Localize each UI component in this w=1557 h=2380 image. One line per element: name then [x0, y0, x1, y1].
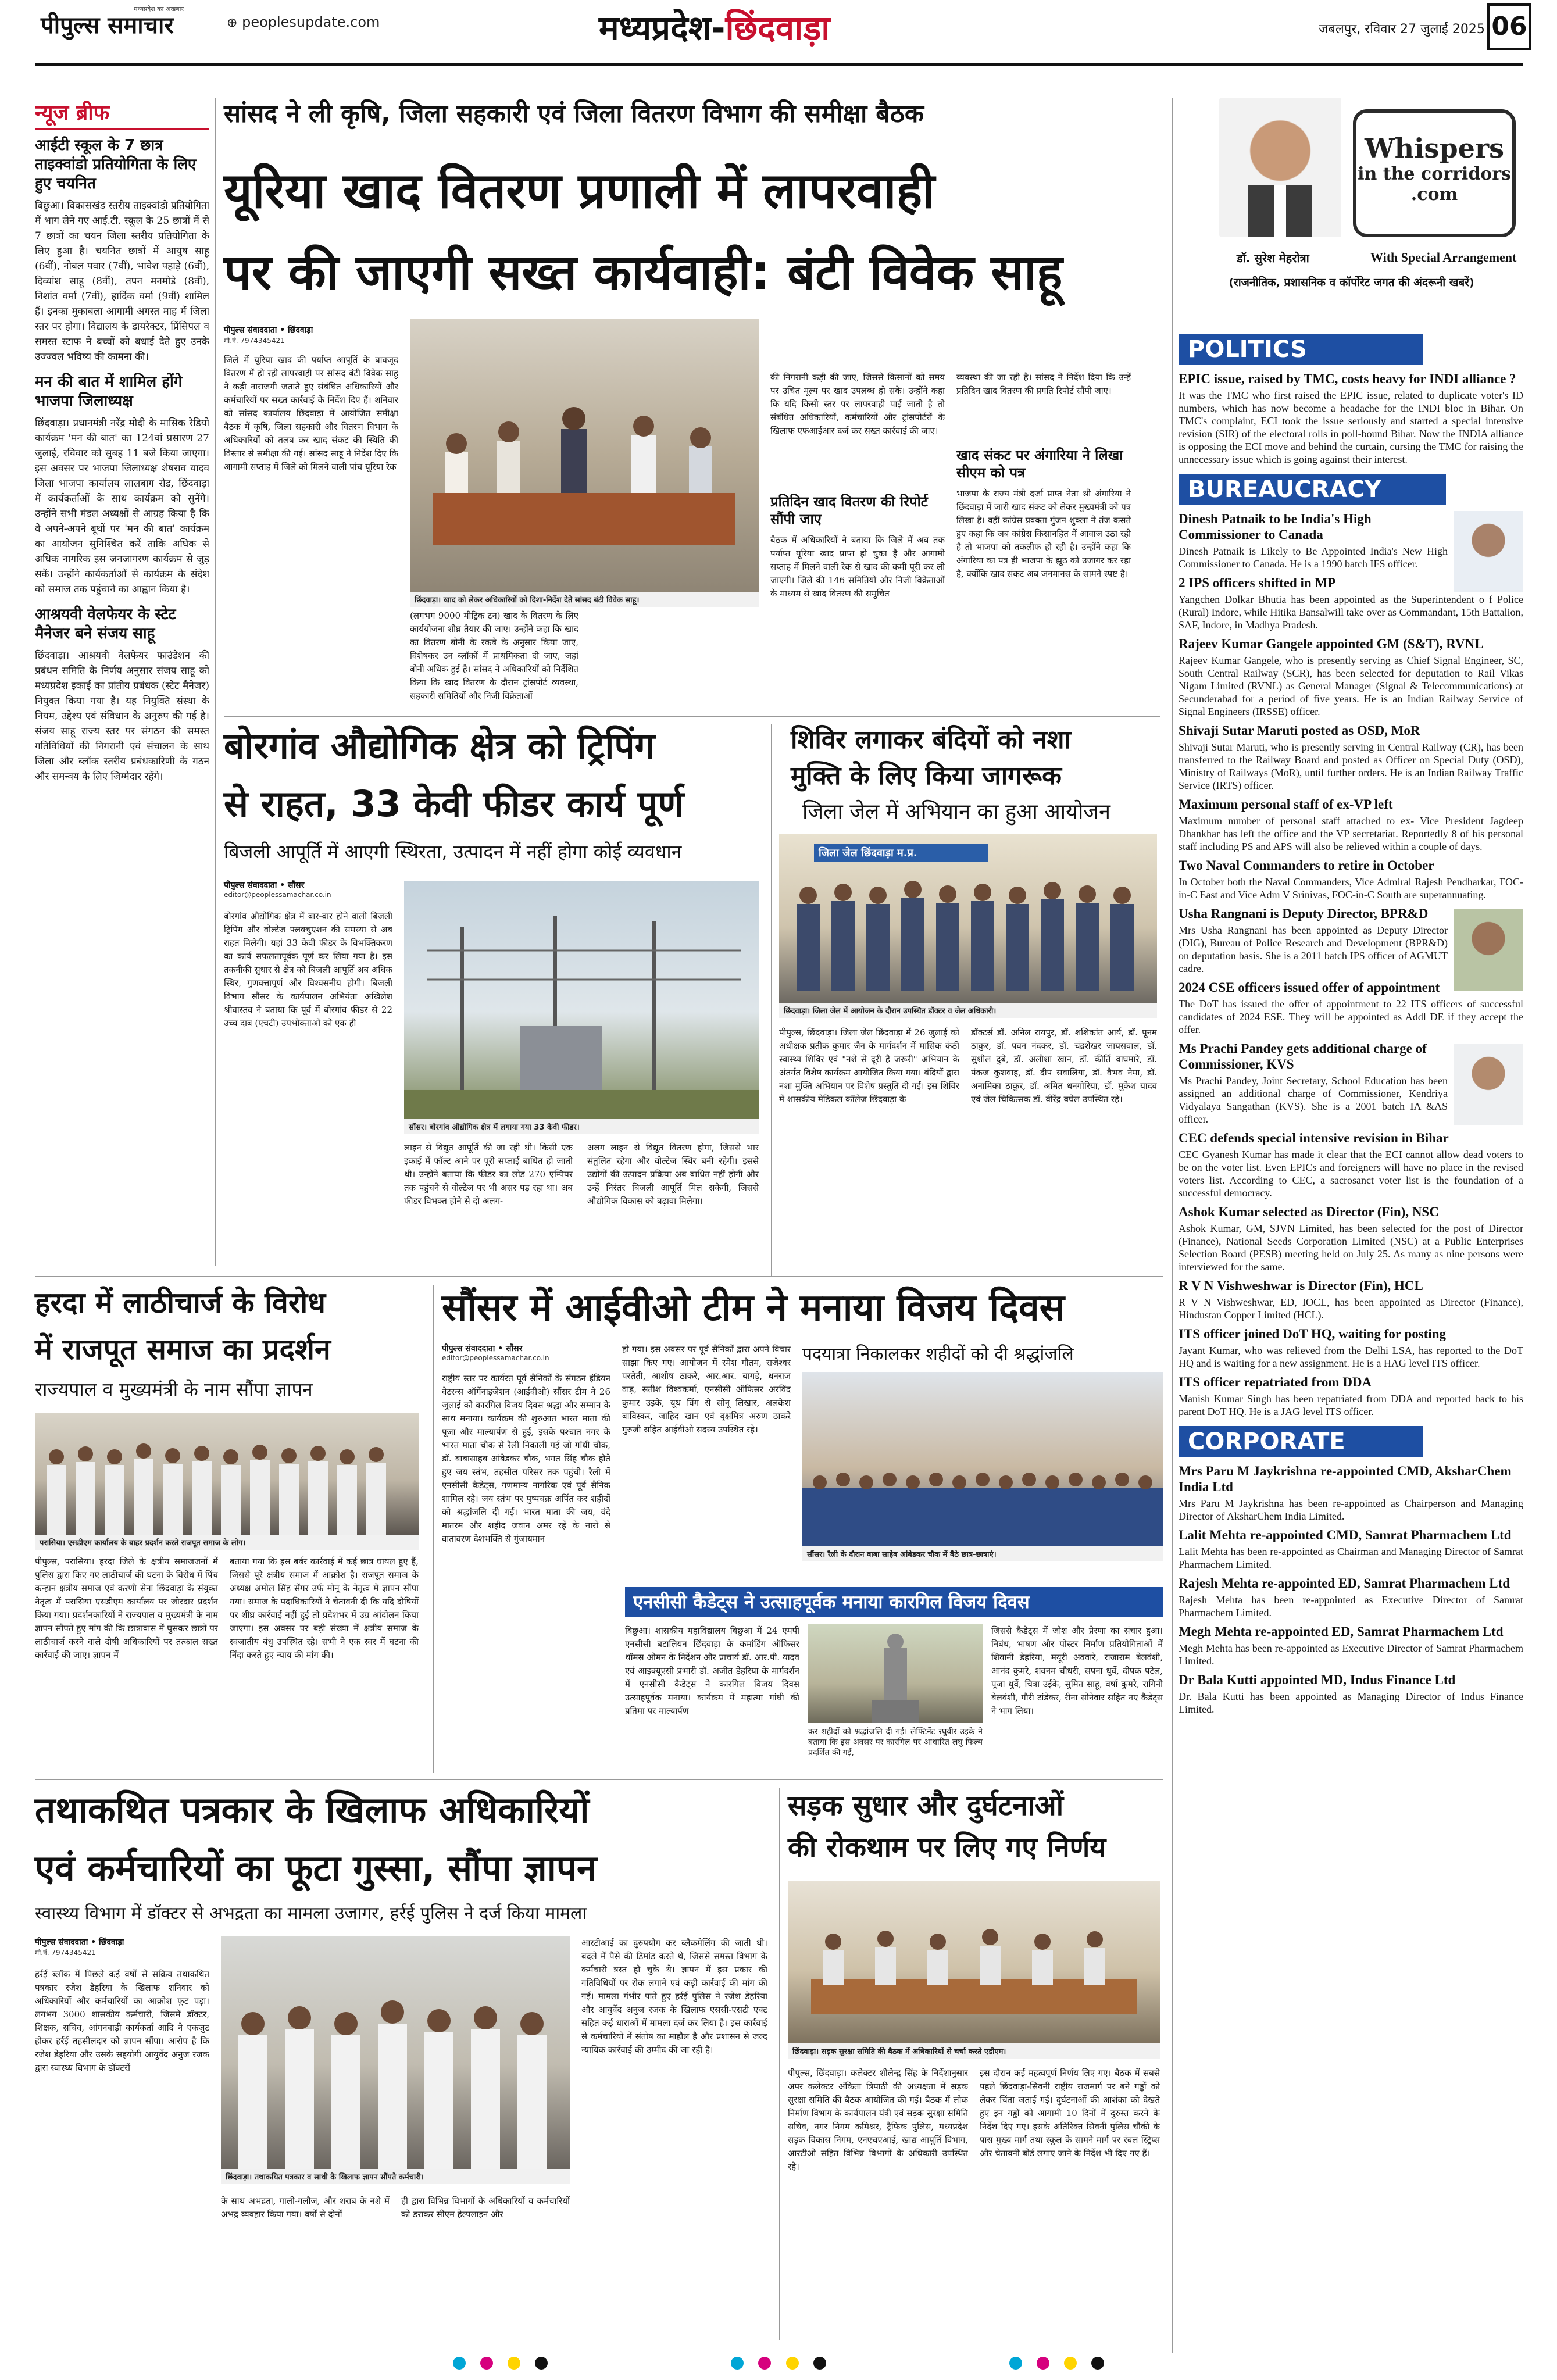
corporate-item: Mrs Paru M Jaykrishna re-appointed CMD, AksharChem India Ltd Mrs Paru M Jaykrishna has been re-appointed as Chairperson and Managing Director of AksharChem India Limited. — [1179, 1464, 1523, 1522]
ncc-story — [625, 1587, 1163, 1773]
patrakar-story — [35, 1788, 773, 2346]
issue-date: जबलपुर, रविवार 27 जुलाई 2025 — [1319, 22, 1485, 37]
borgaon-col-1: बोरगांव औद्योगिक क्षेत्र में बार-बार होने वाली बिजली ट्रिपिंग और वोल्टेज फ्लक्चुएशन की समस्या से अब राहत मिलेगी। यहां 33 केवी फीडर के विभक्तिकरण का कार्य सफलतापूर्वक पूर्ण कर लिया गया है। इस तकनीकी सुधार से क्षेत्र को बिजली आपूर्ति अब अधिक स्थिर, गुणवत्तापूर्ण और विश्वसनीय होगी। बिजली विभाग सौंसर के कार्यपालन अभियंता अखिलेश श्रीवास्तव ने बताया कि पूर्व में बोरगांव फीडर से 22 उच्च दाब (एचटी) उपभोक्ताओं को एक ही — [224, 911, 392, 1028]
sausar-side-title: पदयात्रा निकालकर शहीदों को दी श्रद्धांजलि — [802, 1344, 1074, 1364]
bureaucracy-item: Rajeev Kumar Gangele appointed GM (S&T), RVNL Rajeev Kumar Gangele, who is presently serving as Chief Signal Engineer, SC, South Central Railway (SCR), has been selected for deputation to Rail Vikas Nigam Limited (RVNL) as General Manager (Signal & Telecommunications) at Secunderabad for a period of five years. He is an Indian Railway Service of Signal Engineers (IRSSE) officer. — [1179, 637, 1523, 717]
patrakar-col-2: के साथ अभद्रता, गाली-गलौज, और शराब के नशे में अभद्र व्यवहार किया गया। वर्षों से दोनों — [221, 2196, 390, 2220]
politics-item: EPIC issue, raised by TMC, costs heavy for INDI alliance ? It was the TMC who first raised the EPIC issue, related to duplicate voter's ID numbers, which has now become a headache for the INDI bloc in Bihar. On TMC's complaint, ECI took the issue seriously and started a special intensive revision (SIR) of the electoral rolls in poll-bound Bihar. Now the INDIA alliance is opposing the ECI move and behind the curtain, cursing the TMC for raising the unnecessary issue which is going against their interest. — [1179, 371, 1523, 465]
harda-photo — [35, 1413, 419, 1535]
harda-col-2: बताया गया कि इस बर्बर कार्रवाई में कई छात्र घायल हुए हैं, जिससे पूरे क्षत्रीय समाज में आक्रोश है। राजपूत समाज के अध्यक्ष अमोल सिंह सेंगर उर्फ मोनू के नेतृत्व में ज्ञापन सौंपा गया। समाज के पदाधिकारियों ने चेतावनी दी कि यदि दोषियों पर शीघ्र कार्रवाई नहीं हुई तो प्रदेशभर में उग्र आंदोलन किया जाएगा। इस अवसर पर बड़ी संख्या में क्षत्रीय समाज के स्वजातीय बंधु उपस्थित रहे। सभी ने एक स्वर में घटना की निंदा करते हुए न्याय की मांग की। — [230, 1556, 419, 1660]
divider-patrakar-sadak — [779, 1788, 780, 2340]
whispers-author-name: डॉ. सुरेश मेहरोत्रा — [1237, 251, 1309, 265]
statue-photo-icon — [808, 1624, 983, 1723]
sausar-headline: सौंसर में आईवीओ टीम ने मनाया विजय दिवस — [442, 1287, 1065, 1330]
lead-headline-1: यूरिया खाद वितरण प्रणाली में लापरवाही — [224, 162, 935, 219]
lead-col-3b: बैठक में अधिकारियों ने बताया कि जिले में अब तक पर्याप्त यूरिया खाद प्राप्त हो चुका है और आगामी सप्ताह में मिलने वाली रेक से खाद की कमी पूरी कर ली जाएगी। जिले की 146 समितियों और निजी विक्रेताओं के माध्यम से खाद वितरण की समुचित — [770, 535, 945, 599]
news-brief-column — [35, 98, 209, 1272]
patrakar-headline-2: एवं कर्मचारियों का फूटा गुस्सा, सौंपा ज्ञापन — [35, 1847, 597, 1889]
patrakar-col-1: हर्रई ब्लॉक में पिछले कई वर्षों से सक्रिय तथाकथित पत्रकार रजेश डेहरिया के खिलाफ शनिवार को अधिकारियों और कर्मचारियों का आक्रोश फूट पड़ा। लगभग 3000 शासकीय कर्मचारी, जिसमें डॉक्टर, शिक्षक, सचिव, आंगनबाड़ी कार्यकर्ता आदि ने एकजुट होकर हर्रई तहसीलदार को ज्ञापन सौंपा। आरोप है कि रजेश डेहरिया और उसके सहयोगी आयुर्वेद अनुज रजक द्वारा स्वास्थ्य विभाग के डॉक्टरों — [35, 1969, 209, 2073]
divider-lead-bottom — [224, 716, 1160, 717]
harda-col-1: पीपुल्स, परासिया। हरदा जिले के क्षत्रीय समाजजनों में पुलिस द्वारा किए गए लाठीचार्ज की घटना के विरोध में पिंच कन्हान क्षत्रीय समाज एवं करणी सेना छिंदवाड़ा के संयुक्त नेतृत्व में परासिया एसडीएम कार्यालय पर जोरदार प्रदर्शन किया गया। प्रदर्शनकारियों ने राज्यपाल व मुख्यमंत्री के नाम ज्ञापन सौंपते हुए मांग की कि छात्रावास में घुसकर छात्रों पर लाठीचार्ज करने वाले दोषी अधिकारियों पर तत्काल सख्त कार्रवाई की जाए। ज्ञापन में — [35, 1556, 218, 1660]
logo: पीपुल्स समाचार मध्यप्रदेश का अखबार — [41, 5, 184, 39]
cyan-dot — [1009, 2357, 1022, 2370]
corporate-item: Rajesh Mehta re-appointed ED, Samrat Pharmachem Ltd Rajesh Mehta has been re-appointed as Executive Director of Samrat Pharmachem Limited. — [1179, 1576, 1523, 1618]
patrakar-subhead: स्वास्थ्य विभाग में डॉक्टर से अभद्रता का मामला उजागर, हर्रई पुलिस ने दर्ज किया मामला — [35, 1903, 587, 1924]
meeting-photo-icon — [410, 319, 759, 592]
harda-story — [35, 1285, 424, 1779]
borgaon-subhead: बिजली आपूर्ति में आएगी स्थिरता, उत्पादन में नहीं होगा कोई व्यवधान — [224, 841, 682, 863]
lead-col-3: की निगरानी कड़ी की जाए, जिससे किसानों को समय पर उचित मूल्य पर खाद उपलब्ध हो सके। उन्होंने कहा कि यदि किसी स्तर पर लापरवाही पाई जाती है तो संबंधित अधिकारियों, कर्मचारियों और ट्रांसपोर्टरों के खिलाफ एफआईआर दर्ज कर सख्त कार्रवाई की जाए। — [770, 372, 945, 436]
lead-col-4: व्यवस्था की जा रही है। सांसद ने निर्देश दिया कि उन्हें प्रतिदिन खाद वितरण की प्रगति रिपोर्ट सौंपी जाए। — [956, 372, 1131, 396]
brief-item: आईटी स्कूल के 7 छात्र ताइक्वांडो प्रतियोगिता के लिए हुए चयनित बिछुआ। विकासखंड स्तरीय ताइक्वांडो प्रतियोगिता में भाग लेने गए आई.टी. स्कूल के 25 छात्रों में से 7 छात्रों का चयन जिला स्तरीय प्रतियोगिता के लिए हुआ है। चयनित छात्रों में आयुष साहू (6वीं), नोबल पवार (7वीं), भावेश पहाड़े (6वीं), दिव्यांश साहू (8वीं), तपन मनमोडे (8वीं), निशांत वर्मा (7वीं), हार्दिक वर्मा (9वीं) शामिल हैं। इनका मुकाबला आगामी अगस्त माह में जिला स्तर पर होगा। विद्यालय के डायरेक्टर, प्रिंसिपल व समस्त स्टाफ ने बच्चों को बधाई देते हुए उनके उज्ज्वल भविष्य की कामना की। — [35, 137, 209, 363]
black-dot — [1091, 2357, 1104, 2370]
footer-color-bar — [0, 2357, 1557, 2380]
author-photo — [1219, 98, 1341, 237]
sadak-photo-caption: छिंदवाड़ा। सड़क सुरक्षा समिति की बैठक में अधिकारियों से चर्चा करते एडीएम। — [788, 2043, 1160, 2059]
black-dot — [813, 2357, 826, 2370]
harda-subhead: राज्यपाल व मुख्यमंत्री के नाम सौंपा ज्ञापन — [35, 1378, 313, 1400]
divider-mid — [35, 1276, 1163, 1277]
sausar-photo-caption: सौंसर। रैली के दौरान बाबा साहेब आंबेडकर चौक में बैठे छात्र-छात्राएं। — [802, 1546, 1163, 1561]
sadak-story — [788, 1788, 1163, 2346]
patrakar-byline: पीपुल्स संवाददाता • छिंदवाड़ा मो.नं. 7974345421 — [35, 1938, 124, 1957]
person-photo — [1454, 511, 1523, 592]
borgaon-photo — [404, 881, 759, 1119]
lead-story — [224, 98, 1166, 714]
bureaucracy-item: Usha Rangnani is Deputy Director, BPR&D Mrs Usha Rangnani has been appointed as Deputy Director (DIG), Bureau of Police Research and Development (BPR&D) on deputation basis. She is a 2011 batch IPS officer of AGMUT cadre. — [1179, 906, 1523, 975]
group-photo-icon — [779, 834, 1157, 1003]
cyan-dot — [453, 2357, 466, 2370]
yellow-dot — [1064, 2357, 1077, 2370]
bureaucracy-item: Ashok Kumar selected as Director (Fin), NSC Ashok Kumar, GM, SJVN Limited, has been selected for the post of Director (Finance), National Seeds Corporation Limited (NSC) at a Public Enterprises Selection Board (PESB) meeting held on July 25. As many as nine persons were interviewed for the same. — [1179, 1205, 1523, 1273]
whispers-strap: (राजनीतिक, प्रशासनिक व कॉर्पोरेट जगत की अंदरूनी खबरें) — [1229, 276, 1474, 289]
ncc-col-1: बिछुआ। शासकीय महाविद्यालय बिछुआ में 24 एमपी एनसीसी बटालियन छिंदवाड़ा के कमांडिंग ऑफिसर थॉमस ओमन के निर्देशन और प्राचार्य डॉ. आर.पी. यादव एवं आइक्यूएसी प्रभारी डॉ. अजीत डेहरिया के मार्गदर्शन में एनसीसी कैडेट्स ने कारगिल विजय दिवस उत्साहपूर्वक मनाया। कार्यक्रम में महात्मा गांधी की प्रतिमा पर माल्यार्पण — [625, 1625, 799, 1716]
bureaucracy-item: Ms Prachi Pandey gets additional charge of Commissioner, KVS Ms Prachi Pandey, Joint Secretary, School Education has been assigned an additional charge of Commissioner, Kendriya Vidyalaya Sangathan (KVS). She is a 2001 batch IA &AS officer. — [1179, 1041, 1523, 1125]
ncc-col-3: जिससे कैडेट्स में जोश और प्रेरणा का संचार हुआ। निबंध, भाषण और पोस्टर निर्माण प्रतियोगिताओं में शिवानी डेहरिया, मयूरी अववारे, राजाराम बेलवंशी, आनंद कुमरे, शवनम चौधरी, सपना धुर्वे, दीपक पटेल, पूजा धुर्वे, चित्रा उईके, सुमित साहू, वर्षा कुमरे, रागिनी बेलवंशी, गौरी टांडेकर, रीना सोनेवार सहित नए कैडेट्स ने भाग लिया। — [991, 1625, 1163, 1716]
sadak-col-1: पीपुल्स, छिंदवाड़ा। कलेक्टर शीलेन्द्र सिंह के निर्देशानुसार अपर कलेक्टर अंकिता त्रिपाठी की अध्यक्षता में सड़क सुरक्षा समिति की बैठक आयोजित की गई। बैठक में लोक निर्माण विभाग के कार्यपालन यंत्री एवं सड़क सुरक्षा समिति सचिव, नगर निगम कमिश्नर, ट्रैफिक पुलिस, मध्यप्रदेश सड़क विकास निगम, एनएचएआई, खाद्य आपूर्ति विभाग, आरटीओ सहित विभिन्न विभागों के अधिकारी उपस्थित रहे। — [788, 2068, 968, 2172]
jail-headline-2: मुक्ति के लिए किया जागरूक — [791, 761, 1062, 791]
students-photo-icon — [802, 1372, 1163, 1546]
person-photo — [1454, 1044, 1523, 1125]
bureaucracy-item: CEC defends special intensive revision in Bihar CEC Gyanesh Kumar has made it clear that the ECI cannot allow dead voters to be on the voter list. Even EPICs and foreigners will have no place in the revised voters list. According to CEC, a sacrosanct voter list is the foundation of a successful democracy. — [1179, 1131, 1523, 1199]
edition-title: मध्यप्रदेश-छिंदवाड़ा — [599, 8, 830, 48]
brief-item: मन की बात में शामिल होंगे भाजपा जिलाध्यक्ष छिंदवाड़ा। प्रधानमंत्री नरेंद्र मोदी के मासिक रेडियो कार्यक्रम 'मन की बात' का 124वां प्रसारण 27 जुलाई, रविवार को सुबह 11 बजे किया जाएगा। इस अवसर पर भाजपा जिलाध्यक्ष शेषराव यादव जिला भाजपा कार्यालय लालबाग रोड, छिंदवाड़ा में कार्यकर्ताओं के साथ कार्यक्रम को सुनेंगे। उन्होंने सभी मंडल अध्यक्षों से आग्रह किया है कि वे अपने-अपने बूथों पर 'मन की बात' कार्यक्रम का आयोजन सुनिश्चित करें ताकि अधिक से अधिक नागरिक इस जनजागरण कार्यक्रम से जुड़ सकें। उन्होंने कार्यकर्ताओं से कार्यक्रम के संदेश को समाज तक पहुंचाने का आह्वान किया है। — [35, 373, 209, 595]
corporate-item: Lalit Mehta re-appointed CMD, Samrat Pharmachem Ltd Lalit Mehta has been re-appointed as Chairman and Managing Director of Samrat Pharmachem Limited. — [1179, 1528, 1523, 1570]
patrakar-col-2b: ही द्वारा विभिन्न विभागों के अधिकारियों व कर्मचारियों को डराकर सीएम हेल्पलाइन और — [401, 2196, 570, 2220]
lead-col-2: (लगभग 9000 मीट्रिक टन) खाद के वितरण के लिए कार्ययोजना शीघ्र तैयार की जाए। उन्होंने कहा कि खाद का वितरण बोनी के रकबे के अनुसार किया जाए, विशेषकर उन ब्लॉकों में प्राथमिकता दी जाए, जहां बोनी अधिक हुई है। सांसद ने अधिकारियों को निर्देशित किया कि खाद वितरण के दौरान ट्रांसपोर्ट व्यवस्था, सहकारी समितियों और निजी विक्रेताओं — [410, 610, 578, 701]
divider-lower — [35, 1779, 1163, 1780]
lead-col-1: जिले में यूरिया खाद की पर्याप्त आपूर्ति के बावजूद वितरण में हो रही लापरवाही पर सांसद बंटी विवेक साहू ने कड़ी नाराजगी जताते हुए संबंधित अधिकारियों और कर्मचारियों पर सख्त कार्रवाई के निर्देश दिए हैं। शनिवार को सांसद कार्यालय छिंदवाड़ा में आयोजित समीक्षा बैठक में कृषि, जिला सहकारी और वितरण विभाग के अधिकारियों को तलब कर खाद संकट की स्थिति की विस्तार से समीक्षा की गई। सांसद साहू ने निर्देश दिए कि आगामी सप्ताह में जिले को मिलने वाली पांच यूरिया रेक — [224, 355, 398, 472]
borgaon-col-2: लाइन से विद्युत आपूर्ति की जा रही थी। किसी एक इकाई में फॉल्ट आने पर पूरी सप्लाई बाधित हो जाती थी। उन्होंने बताया कि फीडर का लोड 270 एम्पियर तक पहुंचने से वोल्टेज पर भी असर पड़ रहा था। अब फीडर विभक्त होने से दो अलग- — [404, 1142, 573, 1206]
corporate-item: Megh Mehta re-appointed ED, Samrat Pharmachem Ltd Megh Mehta has been re-appointed as Executive Director of Samrat Pharmachem Limited. — [1179, 1624, 1523, 1667]
magenta-dot — [1037, 2357, 1049, 2370]
sadak-photo — [788, 1881, 1160, 2043]
lead-photo — [410, 319, 759, 592]
brief-item: आश्रयवी वेलफेयर के स्टेट मैनेजर बने संजय साहू छिंदवाड़ा। आश्रयवी वेलफेयर फाउंडेशन की प्रबंधन समिति के निर्णय अनुसार संजय साहू को मध्यप्रदेश इकाई का प्रांतीय प्रबंधक (स्टेट मैनेजर) नियुक्त किया गया है। यह नियुक्ति संस्था के नियम, उद्देश्य एवं संविधान के अनुरुप की गई है। संजय साहू राज्य स्तर पर संगठन की समस्त गतिविधियों की निगरानी एवं संचालन के साथ जिला और ब्लॉक स्तरीय प्रबंधकारिणी के गठन और समन्वय के लिए जिम्मेदार रहेंगे। — [35, 606, 209, 782]
jail-photo — [779, 834, 1157, 1003]
protest-photo-icon — [35, 1413, 419, 1535]
jail-photo-caption: छिंदवाड़ा। जिला जेल में आयोजन के दौरान उपस्थित डॉक्टर व जेल अधिकारी। — [779, 1003, 1157, 1018]
whispers-arrangement: With Special Arrangement — [1370, 250, 1517, 265]
masthead-rule — [35, 63, 1523, 66]
bureaucracy-label: BUREAUCRACY — [1179, 474, 1446, 505]
ncc-photo-caption: कर शहीदों को श्रद्धांजलि दी गई। लेफ्टिनेंट रघुवीर उइके ने बताया कि इस अवसर पर कारगिल पर आधारित लघु फिल्म प्रदर्शित की गई, — [808, 1727, 983, 1757]
patrakar-photo-caption: छिंदवाड़ा। तथाकथित पत्रकार व साथी के खिलाफ ज्ञापन सौंपते कर्मचारी। — [221, 2169, 570, 2184]
bureaucracy-item: Shivaji Sutar Maruti posted as OSD, MoR Shivaji Sutar Maruti, who is presently serving in Central Railway (CR), has been transferred to the Railway Board and posted as Officer on Special Duty (OSD), Ministry of Railways (MoR), until further orders. He is an Indian Railway Traffic Service (IRTS) officer. — [1179, 723, 1523, 791]
ncc-photo — [808, 1624, 983, 1723]
corporate-item: Dr Bala Kutti appointed MD, Indus Finance Ltd Dr. Bala Kutti has been appointed as Managing Director of Indus Finance Limited. — [1179, 1673, 1523, 1715]
cyan-dot — [731, 2357, 744, 2370]
whispers-column — [1172, 98, 1523, 2353]
lead-byline: पीपुल्स संवाददाता • छिंदवाड़ा मो.नं. 7974345421 — [224, 326, 313, 345]
bureaucracy-item: ITS officer joined DoT HQ, waiting for posting Jayant Kumar, who was relieved from the Delhi LSA, has reported to the DoT HQ and is waiting for a new assignment. He is a HAG level ITS officer. — [1179, 1327, 1523, 1369]
bureaucracy-item: Dinesh Patnaik to be India's High Commissioner to Canada Dinesh Patnaik is Likely to Be Appointed India's New High Commissioner to Canada. He is a 1990 batch IFS officer. — [1179, 511, 1523, 570]
patrakar-photo — [221, 1936, 570, 2169]
borgaon-story — [224, 724, 765, 1282]
sadak-headline-2: की रोकथाम पर लिए गए निर्णय — [788, 1831, 1106, 1864]
column-divider — [215, 98, 216, 1266]
lead-col-4b: भाजपा के राज्य मंत्री दर्जा प्राप्त नेता श्री अंगारिया ने छिंदवाड़ा में जारी खाद संकट को लेकर मुख्यमंत्री को पत्र लिखा है। वहीं कांग्रेस प्रवक्ता गुंजन शुक्ला ने तंज कसते हुए कहा कि जब कांग्रेस किसानहित में आवाज उठा रही है तो भाजपा को तकलीफ हो रही है। उन्होंने कहा कि अंगारिया का पत्र ही भाजपा के झूठ को उजागर कर रहा है, क्योंकि खाद संकट अब जनमानस के सामने स्पष्ट है। — [956, 488, 1131, 579]
yellow-dot — [786, 2357, 799, 2370]
borgaon-byline: पीपुल्स संवाददाता • सौंसर editor@peoplessamachar.co.in — [224, 881, 331, 899]
meeting-hall-photo-icon — [788, 1881, 1160, 2043]
jail-banner: जिला जेल छिंदवाड़ा म.प्र. — [814, 844, 988, 862]
lead-photo-caption: छिंदवाड़ा। खाद को लेकर अधिकारियों को दिशा-निर्देश देते सांसद बंटी विवेक साहू। — [410, 592, 759, 607]
sausar-photo — [802, 1372, 1163, 1546]
ncc-bar: एनसीसी कैडेट्स ने उत्साहपूर्वक मनाया कारगिल विजय दिवस — [625, 1587, 1163, 1617]
lead-headline-2: पर की जाएगी सख्त कार्यवाही: बंटी विवेक साहू — [224, 244, 1063, 301]
politics-label: POLITICS — [1179, 334, 1423, 365]
bureaucracy-item: ITS officer repatriated from DDA Manish Kumar Singh has been repatriated from DDA and reported back to his parent DoT HQ. He is a JAG level ITS officer. — [1179, 1375, 1523, 1417]
sadak-col-2: इस दौरान कई महत्वपूर्ण निर्णय लिए गए। बैठक में सबसे पहले छिंदवाड़ा-सिवनी राष्ट्रीय राजमार्ग पर बने गड्ढों को लेकर चिंता जताई गई। दुर्घटनाओं की आशंका को देखते हुए इन गड्ढों को आगामी 10 दिनों में दुरुस्त करने के निर्देश दिए गए। इसके अतिरिक्त सिवनी पुलिस चौकी के पास मुख्य मार्ग तथा स्कूल के सामने मार्ग पर रंबल स्ट्रिप्स और चेतावनी बोर्ड लगाए जाने के निर्देश भी दिए गए हैं। — [980, 2068, 1160, 2159]
lead-subhead-2: खाद संकट पर अंगारिया ने लिखा सीएम को पत्र — [956, 447, 1123, 481]
sadak-headline-1: सड़क सुधार और दुर्घटनाओं — [788, 1789, 1064, 1822]
sausar-col-2: हो गया। इस अवसर पर पूर्व सैनिकों द्वारा अपने विचार साझा किए गए। आयोजन में रमेश गौतम, राजेश्वर परतेती, आशीष ठाकरे, आर.आर. बागड़े, धनराज वाड़, सतीश विश्वकर्मा, एनसीसी ऑफिसर अरविंद कुमार उइके, यूथ विंग से सोनू लिखार, अलकेश बाविस्कर, जाहिद खान एवं वृक्षमित्र अरुण ठाकरे गुरुजी सहित आईवीओ सदस्य उपस्थित रहे। — [622, 1344, 791, 1435]
borgaon-headline-1: बोरगांव औद्योगिक क्षेत्र को ट्रिपिंग — [224, 724, 655, 767]
magenta-dot — [480, 2357, 493, 2370]
sausar-col-1: राष्ट्रीय स्तर पर कार्यरत पूर्व सैनिकों के संगठन इंडियन वेटरन्स ऑर्गेनाइजेशन (आईवीओ) सौंसर टीम ने 26 जुलाई को कारगिल विजय दिवस श्रद्धा और सम्मान के साथ मनाया। कार्यक्रम की शुरुआत भारत माता की पूजा और माल्यार्पण से हुई, इसके पश्चात नगर के भारत माता चौक से रैली निकाली गई जो गांधी चौक, डॉ. बाबासाहब आंबेडकर चौक, भगत सिंह चौक होते हुए जय स्तंभ, तहसील परिसर तक पहुंची। रैली में एनसीसी कैडेट्स, गणमान्य नागरिक एवं पूर्व सैनिक शामिल रहे। जय स्तंभ पर पुष्पचक्र अर्पित कर शहीदों को श्रद्धांजलि दी गई। भारत माता की जय, वंदे मातरम और शहीद जवान अमर रहें के नारों से वातावरण देशभक्ति से गुंजायमान — [442, 1373, 610, 1544]
news-brief-label: न्यूज ब्रीफ — [35, 98, 209, 130]
jail-subhead: जिला जेल में अभियान का हुआ आयोजन — [802, 800, 1110, 824]
borgaon-col-3: अलग लाइन से विद्युत वितरण होगा, जिससे भार संतुलित रहेगा और वोल्टेज स्थिर बनी रहेगी। इससे उद्योगों की उत्पादन प्रक्रिया अब बाधित नहीं होगी और उन्हें निरंतर बिजली आपूर्ति मिल सकेगी, जिससे औद्योगिक विकास को बढ़ावा मिलेगा। — [587, 1142, 759, 1206]
harda-photo-caption: परासिया। एसडीएम कार्यालय के बाहर प्रदर्शन करते राजपूत समाज के लोग। — [35, 1535, 419, 1550]
divider-borgaon-jail — [771, 724, 772, 1276]
patrakar-headline-1: तथाकथित पत्रकार के खिलाफ अधिकारियों — [35, 1789, 590, 1831]
bureaucracy-item: R V N Vishweshwar is Director (Fin), HCL R V N Vishweshwar, ED, IOCL, has been appointed as Director (Finance), Hindustan Copper Limited (HCL). — [1179, 1278, 1523, 1321]
divider-harda-sausar — [433, 1285, 434, 1773]
borgaon-photo-caption: सौंसर। बोरगांव औद्योगिक क्षेत्र में लगाया गया 33 केवी फीडर। — [404, 1119, 759, 1134]
masthead — [0, 0, 1557, 76]
yellow-dot — [508, 2357, 520, 2370]
jail-story — [779, 724, 1163, 1282]
memorandum-photo-icon — [221, 1936, 570, 2169]
sausar-story — [442, 1285, 1163, 1581]
harda-headline-2: में राजपूत समाज का प्रदर्शन — [35, 1332, 331, 1366]
person-photo — [1454, 909, 1523, 991]
globe-icon: ⊕ — [227, 16, 238, 30]
whispers-logo: Whispers in the corridors .com — [1353, 109, 1516, 237]
sausar-byline: पीपुल्स संवाददाता • सौंसर editor@peoplessamachar.co.in — [442, 1344, 549, 1362]
website[interactable]: ⊕ peoplesupdate.com — [227, 14, 380, 30]
jail-col-2: डॉक्टर्स डॉ. अनिल रायपुर, डॉ. शशिकांत आर्य, डॉ. पूनम ठाकुर, डॉ. पवन नंदकर, डॉ. चंद्रशेखर जायसवाल, डॉ. सुशील दुबे, डॉ. अलीशा खान, डॉ. कीर्ति वाघमारे, डॉ. पंकज कुशवाह, डॉ. दीप सवालिया, डॉ. वैभव नेमा, डॉ. अनामिका ठाकुर, डॉ. अमित धनगोरिया, डॉ. मुकेश यादव एवं जेल चिकित्सक डॉ. वीरेंद्र बघेल उपस्थित रहे। — [971, 1027, 1157, 1105]
whispers-header — [1179, 98, 1523, 330]
author-portrait-icon — [1219, 98, 1341, 237]
bureaucracy-item: 2024 CSE officers issued offer of appointment The DoT has issued the offer of appointment to 22 ITS officers of successful candidates of 2024 ESE. They will be appointed as Addl DE if they accept the offer. — [1179, 980, 1523, 1035]
page-number: 06 — [1487, 3, 1531, 50]
bureaucracy-item: Two Naval Commanders to retire in October In October both the Naval Commanders, Vice Admiral Rajesh Pendharkar, FOC-in-C East and Vice Adm V Srinivas, FOC-in-C South are superannuating. — [1179, 858, 1523, 900]
jail-headline-1: शिविर लगाकर बंदियों को नशा — [791, 725, 1071, 755]
harda-headline-1: हरदा में लाठीचार्ज के विरोध — [35, 1286, 326, 1320]
magenta-dot — [758, 2357, 771, 2370]
lead-subhead-1: प्रतिदिन खाद वितरण की रिपोर्ट सौंपी जाए — [770, 494, 928, 527]
bureaucracy-item: Maximum personal staff of ex-VP left Maximum number of personal staff attached to ex- Vice President Jagdeep Dhankhar has left the office and the VP secretariat. Reportedly 8 of his personal staff including PS and APS will also be relieved within a couple of days. — [1179, 797, 1523, 852]
black-dot — [535, 2357, 548, 2370]
bureaucracy-item: 2 IPS officers shifted in MP Yangchen Dolkar Bhutia has been appointed as the Superintendent o f Police (Rural) Indore, while Hitika Bansalwill take over as Commandant, 15th Battalion, SAF, Indore, in Madhya Pradesh. — [1179, 576, 1523, 631]
corporate-label: CORPORATE — [1179, 1426, 1423, 1457]
lead-kicker: सांसद ने ली कृषि, जिला सहकारी एवं जिला वितरण विभाग की समीक्षा बैठक — [224, 99, 924, 128]
borgaon-headline-2: से राहत, 33 केवी फीडर कार्य पूर्ण — [224, 782, 684, 825]
jail-col-1: पीपुल्स, छिंदवाड़ा। जिला जेल छिंदवाड़ा में 26 जुलाई को अधीक्षक प्रतीक कुमार जैन के मार्गदर्शन में मासिक कंठी स्वास्थ्य शिविर एवं "नशे से दूरी है जरूरी" अभियान के अंतर्गत विशेष कार्यक्रम आयोजित किया गया। बंदियों द्वारा नशा मुक्ति अभियान पर विशेष प्रस्तुति दी गई। इस शिविर में शासकीय मेडिकल कॉलेज छिंदवाड़ा के — [779, 1027, 959, 1105]
patrakar-col-3: आरटीआई का दुरुपयोग कर ब्लैकमेलिंग की जाती थी। बदले में पैसे की डिमांड करते थे, जिससे समस्त विभाग के कर्मचारी त्रस्त हो चुके थे। ज्ञापन में इस प्रकार की गतिविधियों पर रोक लगाने एवं कड़ी कार्रवाई की मांग की गई। मामला गंभीर पाते हुए हर्रई पुलिस ने रजेश डेहरिया और आयुर्वेद अनुज रजक के खिलाफ एससी-एसटी एक्ट सहित कई धाराओं में मामला दर्ज कर लिया है। इस कार्रवाई से कर्मचारियों में संतोष का माहौल है और प्रशासन से जल्द न्यायिक कार्रवाई की उम्मीद की जा रही है। — [581, 1938, 767, 2055]
substation-photo-icon — [404, 881, 759, 1119]
